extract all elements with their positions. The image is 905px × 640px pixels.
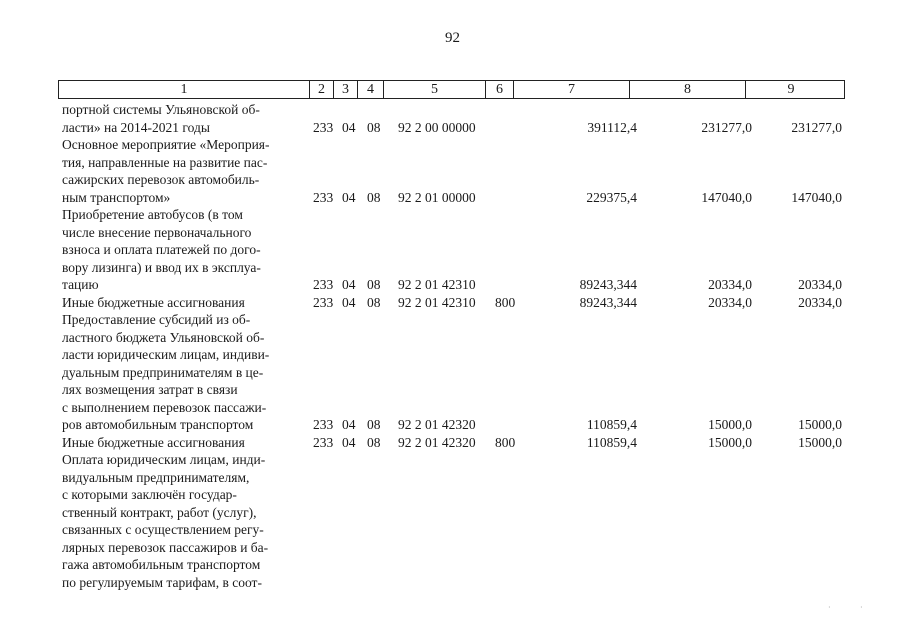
section-code: 233	[313, 119, 334, 135]
amount-col-7: 89243,344	[579, 277, 637, 292]
description-line: лях возмещения затрат в связи	[62, 382, 238, 397]
amount-col-7: 229375,4	[586, 189, 637, 205]
description-line: Иные бюджетные ассигнования	[62, 434, 245, 450]
scan-speck: ·	[860, 603, 863, 612]
description-line: Основное мероприятие «Мероприя-	[62, 137, 270, 152]
description-line: Иные бюджетные ассигнования	[62, 294, 245, 310]
amount-col-9: 15000,0	[798, 417, 842, 432]
section-code: 233	[313, 417, 334, 432]
amount-col-8: 15000,0	[708, 434, 752, 450]
amount-col-7: 110859,4	[586, 417, 637, 432]
target-article-code: 92 2 01 42320	[398, 417, 476, 432]
subsection-code: 04	[342, 434, 356, 450]
description-line: ным транспортом»	[62, 189, 171, 205]
amount-col-9: 20334,0	[798, 294, 842, 310]
row-description	[62, 451, 302, 591]
target-article-code: 92 2 01 42320	[398, 434, 476, 450]
target-article-code: 92 2 01 42310	[398, 277, 476, 292]
table-row	[62, 311, 852, 434]
description-line: ров автомобильным транспортом	[62, 417, 254, 432]
amount-col-8: 147040,0	[701, 189, 752, 205]
subsection-code: 04	[342, 294, 356, 310]
description-line: ственный контракт, работ (услуг),	[62, 504, 257, 520]
subsection-code-2: 08	[367, 119, 381, 135]
subsection-code: 04	[342, 189, 356, 205]
amount-col-8: 231277,0	[701, 119, 752, 135]
table-header	[58, 80, 845, 99]
table-row	[62, 434, 852, 452]
description-line: Предоставление субсидий из об-	[62, 312, 251, 327]
subsection-code: 04	[342, 277, 356, 292]
description-line: Приобретение автобусов (в том	[62, 207, 243, 222]
row-description	[62, 294, 302, 312]
header-col-2: 2	[309, 81, 333, 98]
header-col-9: 9	[745, 81, 836, 98]
header-col-6: 6	[485, 81, 513, 98]
table-row	[62, 136, 852, 206]
description-line: числе внесение первоначального	[62, 224, 252, 240]
header-col-4: 4	[357, 81, 383, 98]
description-line: ласти юридическим лицам, индиви-	[62, 347, 270, 362]
target-article-code: 92 2 01 00000	[398, 189, 476, 205]
table-row	[62, 206, 852, 294]
description-line: ласти» на 2014-2021 годы	[62, 119, 210, 135]
header-col-1: 1	[180, 82, 188, 97]
amount-col-8: 20334,0	[708, 277, 752, 292]
amount-col-9: 15000,0	[798, 434, 842, 450]
section-code: 233	[313, 189, 334, 205]
table-body	[62, 101, 852, 591]
row-description	[62, 434, 302, 452]
amount-col-8: 20334,0	[708, 294, 752, 310]
expense-type-code: 800	[495, 294, 516, 310]
amount-col-7: 391112,4	[587, 119, 637, 135]
expense-type-code: 800	[495, 434, 516, 450]
header-col-7: 7	[513, 81, 629, 98]
subsection-code: 04	[342, 119, 356, 135]
description-line: связанных с осуществлением регу-	[62, 522, 264, 537]
subsection-code-2: 08	[367, 434, 381, 450]
amount-col-7: 89243,344	[579, 294, 637, 310]
row-description	[62, 136, 302, 206]
description-line: видуальным предпринимателям,	[62, 469, 250, 485]
subsection-code-2: 08	[367, 277, 381, 292]
description-line: с выполнением перевозок пассажи-	[62, 399, 267, 415]
target-article-code: 92 2 01 42310	[398, 294, 476, 310]
target-article-code: 92 2 00 00000	[398, 119, 476, 135]
description-line: портной системы Ульяновской об-	[62, 102, 260, 117]
table-row	[62, 101, 852, 136]
table-row	[62, 294, 852, 312]
page-number: 92	[445, 30, 460, 46]
description-line: вору лизинга) и ввод их в эксплуа-	[62, 259, 261, 275]
amount-col-9: 20334,0	[798, 277, 842, 292]
subsection-code-2: 08	[367, 189, 381, 205]
row-description	[62, 311, 302, 434]
description-line: взноса и оплата платежей по дого-	[62, 242, 261, 257]
description-line: тия, направленные на развитие пас-	[62, 154, 268, 170]
description-line: по регулируемым тарифам, в соот-	[62, 574, 262, 590]
amount-col-8: 15000,0	[708, 417, 752, 432]
header-col-5: 5	[383, 81, 485, 98]
amount-col-9: 147040,0	[791, 189, 842, 205]
section-code: 233	[313, 277, 334, 292]
description-line: лярных перевозок пассажиров и ба-	[62, 539, 269, 555]
row-description	[62, 101, 302, 136]
description-line: гажа автомобильным транспортом	[62, 557, 261, 572]
row-description	[62, 206, 302, 294]
section-code: 233	[313, 434, 334, 450]
subsection-code-2: 08	[367, 294, 381, 310]
description-line: Оплата юридическим лицам, инди-	[62, 452, 266, 467]
description-line: с которыми заключён государ-	[62, 487, 237, 502]
description-line: ластного бюджета Ульяновской об-	[62, 329, 265, 345]
description-line: тацию	[62, 277, 99, 292]
scan-speck: ·	[828, 603, 831, 612]
amount-col-7: 110859,4	[586, 434, 637, 450]
subsection-code: 04	[342, 417, 356, 432]
description-line: сажирских перевозок автомобиль-	[62, 172, 260, 187]
subsection-code-2: 08	[367, 417, 381, 432]
header-col-3: 3	[333, 81, 357, 98]
amount-col-9: 231277,0	[791, 119, 842, 135]
section-code: 233	[313, 294, 334, 310]
header-col-8: 8	[629, 81, 745, 98]
table-row	[62, 451, 852, 591]
description-line: дуальным предпринимателям в це-	[62, 364, 264, 380]
